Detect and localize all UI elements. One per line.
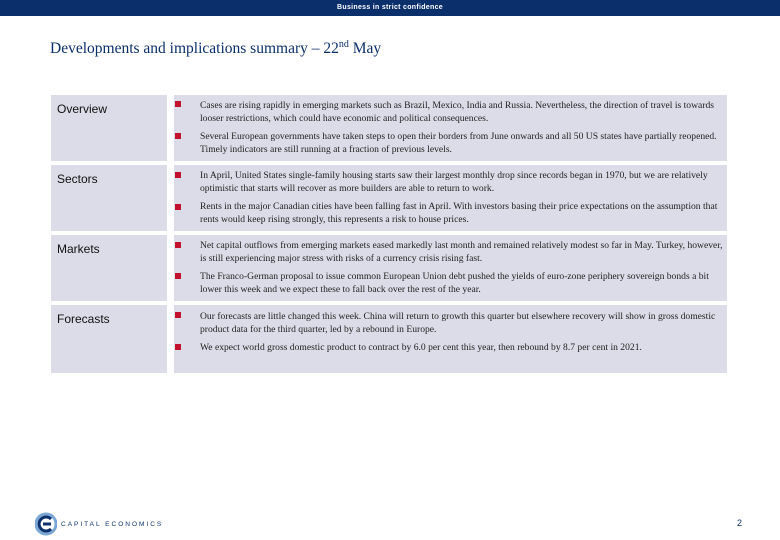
bullet-marker xyxy=(175,101,181,107)
confidentiality-text: Business in strict confidence xyxy=(337,4,443,11)
bullet-marker xyxy=(175,242,181,248)
bullet-text: The Franco-German proposal to issue common European Union debt pushed the yields of euro-zone periphery sovereign bonds a bit lower this week and we expect these to fall back over the rest of the year. xyxy=(200,271,709,295)
page-number: 2 xyxy=(737,518,743,528)
company-logo xyxy=(35,511,163,537)
bullet-text: We expect world gross domestic product to contract by 6.0 per cent this year, then rebound by 8.7 per cent in 2021. xyxy=(200,342,642,353)
capital-economics-logo-icon xyxy=(35,512,57,536)
row-markets xyxy=(51,235,727,301)
bullet-text: Cases are rising rapidly in emerging markets such as Brazil, Mexico, India and Russia. Nevertheless, the direction of travel is towards looser restrictions, which could have economic and political consequences. xyxy=(200,100,715,124)
bullet-text: Net capital outflows from emerging markets eased markedly last month and remained relatively modest so far in May. Turkey, however, is still experiencing major stress with risks of a currency crisis rising fast. xyxy=(200,240,723,264)
bullet-marker xyxy=(175,172,181,178)
bullet-text: Rents in the major Canadian cities have been falling fast in April. With investors basing their price expectations on the assumption that rents would keep rising strongly, this represents a risk to house prices. xyxy=(200,201,718,225)
bullet-marker xyxy=(175,312,181,318)
row-label: Markets xyxy=(51,235,167,301)
bullet-marker xyxy=(175,133,181,139)
row-forecasts xyxy=(51,305,727,373)
page-title-sup: nd xyxy=(338,38,349,50)
row-label: Forecasts xyxy=(51,305,167,373)
bullet-text: Several European governments have taken steps to open their borders from June onwards and all 50 US states have partially reopened. Timely indicators are still running at a fraction of previous levels. xyxy=(200,131,717,155)
bullet-marker xyxy=(175,273,181,279)
row-sectors xyxy=(51,165,727,231)
bullet-marker xyxy=(175,344,181,350)
row-label: Overview xyxy=(51,95,167,161)
bullet-text: Our forecasts are little changed this week. China will return to growth this quarter but elsewhere recovery will show in gross domestic product data for the third quarter, led by a rebound in Europe. xyxy=(200,311,716,335)
page-title-tail: May xyxy=(348,40,382,57)
row-label: Sectors xyxy=(51,165,167,231)
row-overview xyxy=(51,95,727,161)
logo-text: CAPITAL ECONOMICS xyxy=(61,520,164,528)
confidentiality-banner xyxy=(0,0,780,16)
bullet-text: In April, United States single-family housing starts saw their largest monthly drop since records began in 1970, but we are relatively optimistic that starts will recover as more builders are able to return to work. xyxy=(200,170,708,194)
page-title-main: Developments and implications summary – 22 xyxy=(50,40,339,57)
bullet-marker xyxy=(175,204,181,210)
page-title xyxy=(50,40,381,58)
